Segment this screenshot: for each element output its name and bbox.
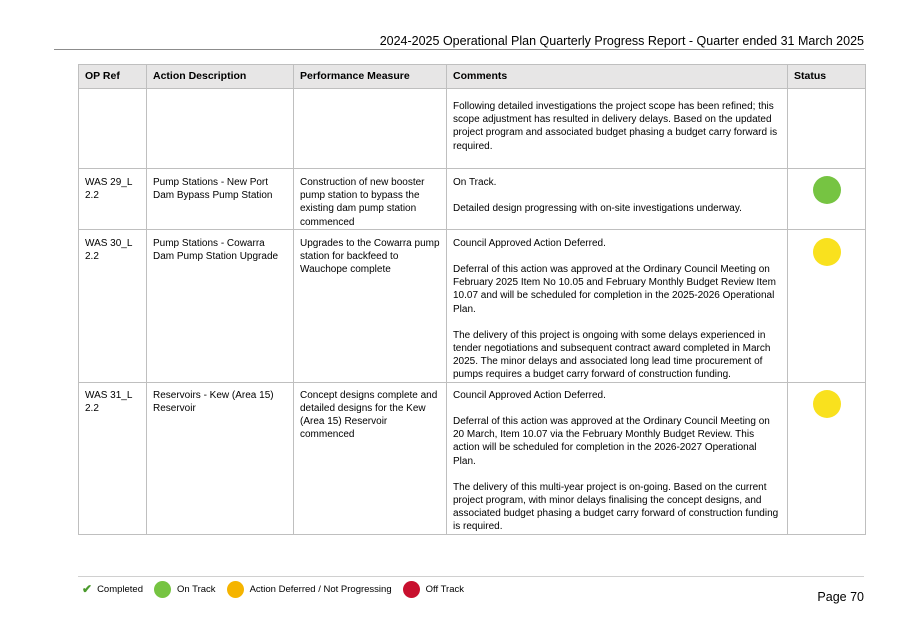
legend-label: Off Track	[425, 583, 464, 595]
comment-paragraph: On Track.	[453, 177, 497, 188]
legend-item-off-track	[403, 581, 464, 598]
status-legend	[82, 579, 475, 599]
action-description-cell: Pump Stations - Cowarra Dam Pump Station Upgrade	[147, 229, 294, 382]
header-divider	[54, 49, 864, 50]
comment-paragraph: Detailed design progressing with on-site investigations underway.	[453, 203, 742, 215]
comment-paragraph: Council Approved Action Deferred.	[453, 389, 606, 401]
legend-label: On Track	[177, 583, 216, 595]
checkmark-icon: ✔	[82, 582, 93, 596]
comments-cell	[447, 89, 788, 169]
status-deferred-icon	[813, 238, 841, 266]
comments-cell	[447, 169, 788, 230]
legend-label: Action Deferred / Not Progressing	[249, 583, 392, 595]
footer-divider	[78, 576, 864, 577]
column-header-comments: Comments	[447, 65, 788, 89]
table-row	[79, 382, 866, 534]
table-row	[79, 169, 866, 230]
performance-measure-cell: Upgrades to the Cowarra pump station for backfeed to Wauchope complete	[294, 229, 447, 382]
green-circle-icon	[154, 581, 171, 598]
status-on-track-icon	[813, 176, 841, 204]
column-header-op-ref: OP Ref	[79, 65, 147, 89]
legend-item-deferred	[227, 581, 392, 598]
action-description-cell: Pump Stations - New Port Dam Bypass Pump Station	[147, 169, 294, 230]
comment-paragraph: The delivery of this project is ongoing with some delays experienced in tender negotiations and subsequent contract award completed in March 2025. The minor delays and associated long lead time procurement of pumps requires a budget carry forward of construction funding.	[453, 329, 771, 381]
action-description-cell: Reservoirs - Kew (Area 15) Reservoir	[147, 382, 294, 534]
performance-measure-cell: Construction of new booster pump station to bypass the existing dam pump station commenced	[294, 169, 447, 230]
status-cell	[788, 169, 866, 230]
report-title: 2024-2025 Operational Plan Quarterly Progress Report - Quarter ended 31 March 2025	[379, 34, 864, 48]
column-header-performance-measure: Performance Measure	[294, 65, 447, 89]
op-ref-cell: WAS 31_L 2.2	[79, 382, 147, 534]
comment-paragraph: Council Approved Action Deferred.	[453, 237, 606, 249]
status-cell	[788, 229, 866, 382]
progress-table	[78, 64, 866, 535]
table-header-row	[79, 65, 866, 89]
column-header-status: Status	[788, 65, 866, 89]
comment-paragraph: Deferral of this action was approved at the Ordinary Council Meeting on February 2025 Item No 10.05 and February Monthly Budget Review Item 10.07 and will be scheduled for completion in the 2025-2026 Operational Plan.	[453, 264, 776, 315]
column-header-action-description: Action Description	[147, 65, 294, 89]
comment-paragraph: Following detailed investigations the project scope has been refined; this scope adjustment has resulted in delivery delays. Based on the updated project program and associated budget phasing a budget carry forward is required.	[453, 101, 778, 152]
red-circle-icon	[403, 581, 420, 598]
op-ref-cell	[79, 89, 147, 169]
comment-paragraph: Deferral of this action was approved at the Ordinary Council Meeting on 20 March, Item 10.07 via the February Monthly Budget Review. This action will be scheduled for completion in the 2026-2027 Operational Plan.	[453, 416, 770, 467]
action-description-cell	[147, 89, 294, 169]
performance-measure-cell	[294, 89, 447, 169]
status-deferred-icon	[813, 390, 841, 418]
comment-paragraph: The delivery of this multi-year project is on-going. Based on the current project program, with minor delays finalising the concept designs, and associated budget phasing a budget carry forward of construction funding is required.	[453, 481, 779, 533]
op-ref-cell: WAS 29_L 2.2	[79, 169, 147, 230]
comments-cell	[447, 382, 788, 534]
comments-cell	[447, 229, 788, 382]
legend-label: Completed	[97, 583, 144, 595]
legend-item-completed	[82, 582, 143, 596]
table-row	[79, 229, 866, 382]
table-row	[79, 89, 866, 169]
page-number: Page 70	[817, 590, 864, 604]
status-cell	[788, 382, 866, 534]
amber-circle-icon	[227, 581, 244, 598]
op-ref-cell: WAS 30_L 2.2	[79, 229, 147, 382]
performance-measure-cell: Concept designs complete and detailed designs for the Kew (Area 15) Reservoir commenced	[294, 382, 447, 534]
status-cell	[788, 89, 866, 169]
legend-item-on-track	[154, 581, 216, 598]
